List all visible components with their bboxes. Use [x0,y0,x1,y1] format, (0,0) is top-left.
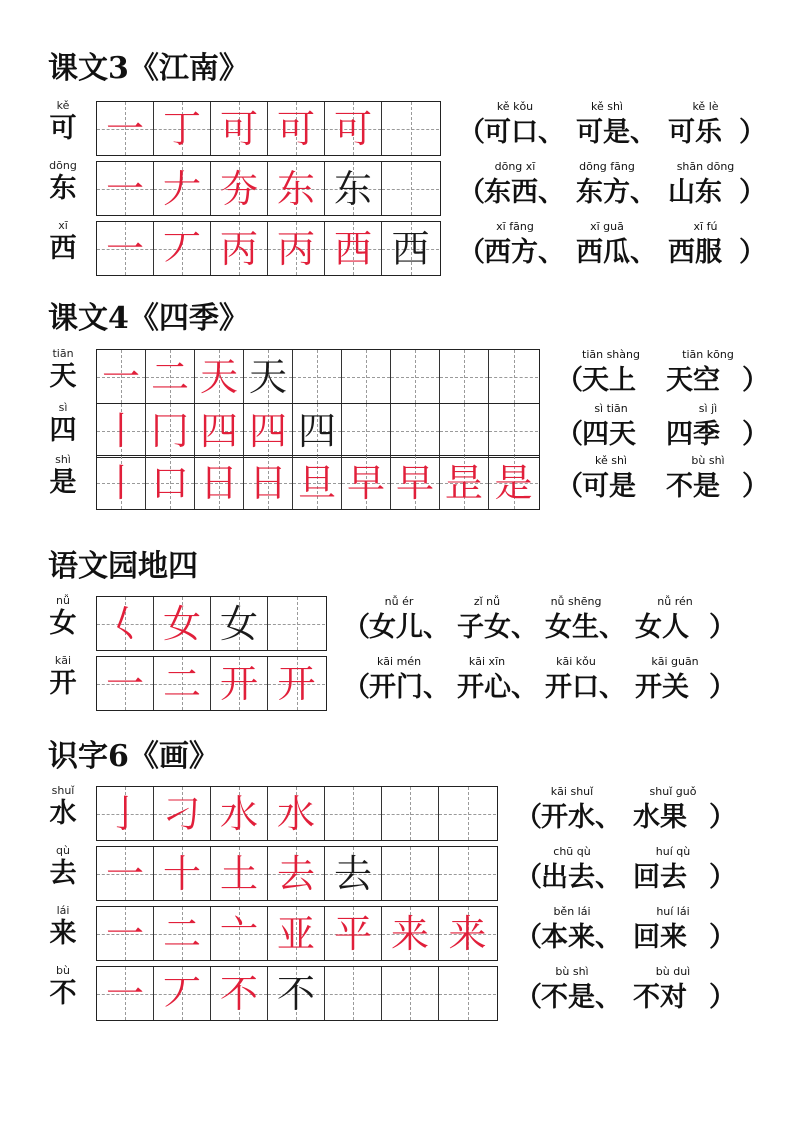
character-row [0,903,793,965]
stroke-step: 开 [277,661,316,706]
stroke-step: 亠 [219,911,258,956]
character-pinyin: lái [56,904,70,917]
vocab-pinyin: kāi kǒu [556,655,596,668]
open-paren: （ [458,237,485,268]
character-label: 女 [49,608,77,639]
stroke-step: 日 [199,460,238,505]
tianzige-cell [97,162,154,215]
open-paren: （ [556,419,583,450]
character-label: 东 [49,173,77,204]
vocab-pinyin: kě lè [692,100,719,113]
character-row [0,963,793,1025]
tianzige-cell [211,907,268,960]
tianzige-cell [146,456,195,509]
vocab-pinyin: bù shì [691,454,725,467]
vocab-text: 不是 [666,471,720,502]
stroke-step: 早 [346,460,385,505]
tianzige-cell [382,967,439,1020]
vocab-text: 开关 [635,672,689,703]
tianzige-cell [439,847,496,900]
vocab-text: 东西、 [484,177,565,208]
tianzige-cell [268,102,325,155]
stroke-step: 平 [333,911,372,956]
tianzige-cell [293,404,342,457]
tianzige-cell [382,847,439,900]
stroke-step: 一 [105,166,144,211]
stroke-step: 丆 [162,226,201,271]
tianzige-cell [97,597,154,650]
vocab-text: 可是 [582,471,636,502]
character-pinyin: tiān [52,347,74,360]
tianzige-cell [268,847,325,900]
stroke-step: 𠂇 [162,166,201,211]
character-pinyin: xī [58,219,68,232]
open-paren: （ [458,177,485,208]
stroke-step: 夯 [219,166,258,211]
stroke-step: 东 [276,166,315,211]
stroke-step: 水 [276,791,315,836]
tianzige-cell [154,787,211,840]
vocab-pinyin: sì tiān [594,402,628,415]
vocab-pinyin: dōng xī [494,160,536,173]
stroke-step: 来 [448,911,487,956]
stroke-step: 四 [248,408,287,453]
vocab-pinyin: kāi mén [376,655,422,668]
vocab-text: 不是、 [541,982,622,1013]
stroke-step: 来 [390,911,429,956]
vocab-pinyin: kāi guān [651,655,699,668]
close-paren: ） [742,419,769,450]
tianzige-cell [154,102,211,155]
character-pinyin: nǚ [56,594,70,607]
tianzige-cell [325,222,382,275]
tianzige-cell [382,222,439,275]
tianzige-cell [293,350,342,403]
stroke-step: 东 [333,166,372,211]
stroke-order-grid [96,349,540,404]
stroke-step: 西 [333,226,372,271]
open-paren: （ [515,982,542,1013]
vocab-pinyin: běn lái [553,905,591,918]
open-paren: （ [515,922,542,953]
vocab-pinyin: kāi xīn [468,655,506,668]
tianzige-cell [391,404,440,457]
vocab-pinyin: tiān shàng [582,348,640,361]
tianzige-cell [244,350,293,403]
character-label: 是 [49,467,77,498]
tianzige-cell [489,456,538,509]
character-row [0,158,793,220]
tianzige-cell [211,787,268,840]
open-paren: （ [515,862,542,893]
stroke-step: 𡿨 [105,601,144,646]
stroke-order-grid [96,455,540,510]
vocab-pinyin: bù shì [555,965,589,978]
stroke-step: 十 [162,851,201,896]
tianzige-cell [293,456,342,509]
vocab-text: 女生、 [545,612,626,643]
stroke-step: 开 [219,661,258,706]
stroke-step: 昰 [444,460,483,505]
tianzige-cell [391,350,440,403]
vocab-pinyin: sì jì [698,402,718,415]
stroke-step: 一 [105,661,144,706]
stroke-order-grid [96,656,327,711]
tianzige-cell [489,404,538,457]
stroke-step: 丨 [101,408,140,453]
open-paren: （ [343,672,370,703]
stroke-order-grid [96,596,327,651]
stroke-step: 一 [105,106,144,151]
stroke-step: 一 [105,851,144,896]
tianzige-cell [195,456,244,509]
vocab-text: 开门、 [369,672,450,703]
stroke-step: 冂 [150,408,189,453]
stroke-step: 丁 [162,106,201,151]
vocab-text: 可是、 [576,117,657,148]
section-title: 课文3《江南》 [48,51,249,86]
stroke-step: 亅 [105,791,144,836]
vocab-text: 本来、 [541,922,622,953]
tianzige-cell [325,102,382,155]
close-paren: ） [709,802,736,833]
vocab-pinyin: kě kǒu [496,100,534,113]
tianzige-cell [342,404,391,457]
stroke-step: 是 [494,460,533,505]
close-paren: ） [709,982,736,1013]
stroke-step: 丨 [101,460,140,505]
tianzige-cell [154,657,211,710]
tianzige-cell [154,907,211,960]
tianzige-cell [489,350,538,403]
close-paren: ） [709,862,736,893]
stroke-step: 二 [162,911,201,956]
tianzige-cell [382,162,439,215]
tianzige-cell [440,404,489,457]
stroke-step: 土 [219,851,258,896]
character-label: 天 [49,361,77,392]
stroke-step: 女 [162,601,201,646]
stroke-order-grid [96,403,540,458]
character-label: 来 [49,918,77,949]
stroke-step: 四 [199,408,238,453]
vocab-pinyin: huí qù [655,845,691,858]
stroke-step: 二 [150,354,189,399]
vocab-pinyin: kě shì [594,454,627,467]
vocab-text: 西服 [668,237,722,268]
tianzige-cell [342,456,391,509]
close-paren: ） [742,471,769,502]
tianzige-cell [440,456,489,509]
tianzige-cell [325,847,382,900]
stroke-step: 天 [199,354,238,399]
stroke-step: 亚 [276,911,315,956]
stroke-order-grid [96,966,498,1021]
vocab-pinyin: huí lái [656,905,690,918]
character-pinyin: kāi [54,654,72,667]
stroke-order-grid [96,786,498,841]
stroke-step: 可 [276,106,315,151]
vocab-pinyin: kě shì [590,100,623,113]
tianzige-cell [146,404,195,457]
character-row [0,98,793,160]
vocab-pinyin: nǚ rén [657,595,693,608]
stroke-order-grid [96,846,498,901]
tianzige-cell [97,350,146,403]
tianzige-cell [382,102,439,155]
vocab-pinyin: xī fāng [496,220,534,233]
vocab-text: 水果 [633,802,687,833]
vocab-pinyin: bù duì [655,965,691,978]
vocab-text: 回来 [633,922,687,953]
stroke-step: 女 [219,601,258,646]
tianzige-cell [244,456,293,509]
character-label: 西 [49,233,77,264]
tianzige-cell [268,222,325,275]
vocab-text: 四季 [666,419,720,450]
tianzige-cell [211,162,268,215]
tianzige-cell [211,222,268,275]
character-pinyin: shì [55,453,71,466]
character-pinyin: sì [58,401,68,414]
vocab-text: 不对 [633,982,687,1013]
vocab-pinyin: xī fú [693,220,718,233]
character-label: 可 [49,113,77,144]
vocab-text: 天空 [666,365,720,396]
stroke-step: 丙 [276,226,315,271]
tianzige-cell [154,967,211,1020]
vocab-pinyin: kāi shuǐ [550,785,594,798]
vocab-pinyin: xī guā [590,220,624,233]
close-paren: ） [709,612,736,643]
stroke-step: 去 [276,851,315,896]
open-paren: （ [458,117,485,148]
stroke-step: 水 [219,791,258,836]
tianzige-cell [97,907,154,960]
stroke-step: 去 [333,851,372,896]
tianzige-cell [211,967,268,1020]
tianzige-cell [268,787,325,840]
stroke-step: 天 [248,354,287,399]
tianzige-cell [268,597,325,650]
vocab-text: 东方、 [576,177,657,208]
vocab-pinyin: nǚ ér [384,595,414,608]
character-pinyin: dōng [49,159,77,172]
vocab-text: 四天 [582,419,636,450]
character-row [0,346,793,408]
vocab-text: 女人 [635,612,689,643]
vocab-pinyin: zǐ nǚ [473,595,501,608]
character-row [0,218,793,280]
stroke-step: 早 [395,460,434,505]
stroke-step: 不 [276,971,315,1016]
tianzige-cell [195,350,244,403]
section-title: 识字6《画》 [48,739,219,774]
stroke-order-grid [96,161,441,216]
character-label: 去 [49,858,77,889]
stroke-step: 一 [101,354,140,399]
tianzige-cell [146,350,195,403]
tianzige-cell [97,222,154,275]
tianzige-cell [382,787,439,840]
tianzige-cell [97,847,154,900]
stroke-order-grid [96,101,441,156]
open-paren: （ [343,612,370,643]
close-paren: ） [742,365,769,396]
tianzige-cell [195,404,244,457]
character-label: 四 [49,415,77,446]
vocab-pinyin: nǚ shēng [550,595,602,608]
character-pinyin: qù [56,844,70,857]
tianzige-cell [97,967,154,1020]
tianzige-cell [154,162,211,215]
character-row [0,653,793,715]
vocab-text: 可口、 [484,117,565,148]
tianzige-cell [325,907,382,960]
stroke-order-grid [96,221,441,276]
character-pinyin: kě [56,99,70,112]
tianzige-cell [154,222,211,275]
stroke-step: 丆 [162,971,201,1016]
stroke-step: 日 [248,460,287,505]
character-label: 不 [49,978,77,1009]
tianzige-cell [382,907,439,960]
vocab-text: 山东 [668,177,722,208]
stroke-step: 刁 [162,791,201,836]
stroke-step: 旦 [297,460,336,505]
vocab-text: 开心、 [457,672,538,703]
tianzige-cell [439,787,496,840]
tianzige-cell [268,907,325,960]
vocab-text: 开口、 [545,672,626,703]
section-title: 语文园地四 [48,549,198,584]
tianzige-cell [439,907,496,960]
tianzige-cell [268,657,325,710]
character-row [0,593,793,655]
stroke-step: 一 [105,226,144,271]
character-label: 开 [49,668,77,699]
vocab-text: 出去、 [541,862,622,893]
tianzige-cell [97,787,154,840]
stroke-step: 可 [219,106,258,151]
tianzige-cell [391,456,440,509]
tianzige-cell [211,847,268,900]
close-paren: ） [739,237,766,268]
stroke-step: 二 [162,661,201,706]
vocab-text: 开水、 [541,802,622,833]
tianzige-cell [97,404,146,457]
vocab-pinyin: chū qù [553,845,591,858]
open-paren: （ [556,471,583,502]
open-paren: （ [556,365,583,396]
tianzige-cell [440,350,489,403]
character-pinyin: shuǐ [51,784,75,797]
tianzige-cell [211,102,268,155]
close-paren: ） [739,117,766,148]
tianzige-cell [97,456,146,509]
character-row [0,843,793,905]
stroke-step: 一 [105,971,144,1016]
tianzige-cell [154,597,211,650]
character-row [0,783,793,845]
tianzige-cell [268,162,325,215]
vocab-pinyin: shuǐ guǒ [649,785,697,798]
stroke-step: 四 [297,408,336,453]
vocab-pinyin: dōng fāng [579,160,635,173]
vocab-text: 天上 [582,365,636,396]
close-paren: ） [709,922,736,953]
vocab-text: 女儿、 [369,612,450,643]
tianzige-cell [97,657,154,710]
vocab-text: 回去 [633,862,687,893]
tianzige-cell [97,102,154,155]
open-paren: （ [515,802,542,833]
tianzige-cell [211,597,268,650]
vocab-text: 子女、 [457,612,538,643]
vocab-text: 可乐 [668,117,722,148]
tianzige-cell [325,787,382,840]
tianzige-cell [154,847,211,900]
stroke-order-grid [96,906,498,961]
vocab-text: 西方、 [484,237,565,268]
vocab-pinyin: shān dōng [676,160,735,173]
tianzige-cell [244,404,293,457]
tianzige-cell [268,967,325,1020]
stroke-step: 可 [333,106,372,151]
tianzige-cell [325,967,382,1020]
section-title: 课文4《四季》 [48,301,249,336]
tianzige-cell [325,162,382,215]
character-row [0,452,793,514]
tianzige-cell [439,967,496,1020]
stroke-step: 口 [150,460,189,505]
stroke-step: 不 [219,971,258,1016]
character-pinyin: bù [56,964,70,977]
tianzige-cell [342,350,391,403]
tianzige-cell [211,657,268,710]
stroke-step: 一 [105,911,144,956]
character-label: 水 [49,798,77,829]
stroke-step: 丙 [219,226,258,271]
close-paren: ） [709,672,736,703]
vocab-pinyin: tiān kōng [682,348,734,361]
stroke-step: 西 [391,226,430,271]
vocab-text: 西瓜、 [576,237,657,268]
close-paren: ） [739,177,766,208]
